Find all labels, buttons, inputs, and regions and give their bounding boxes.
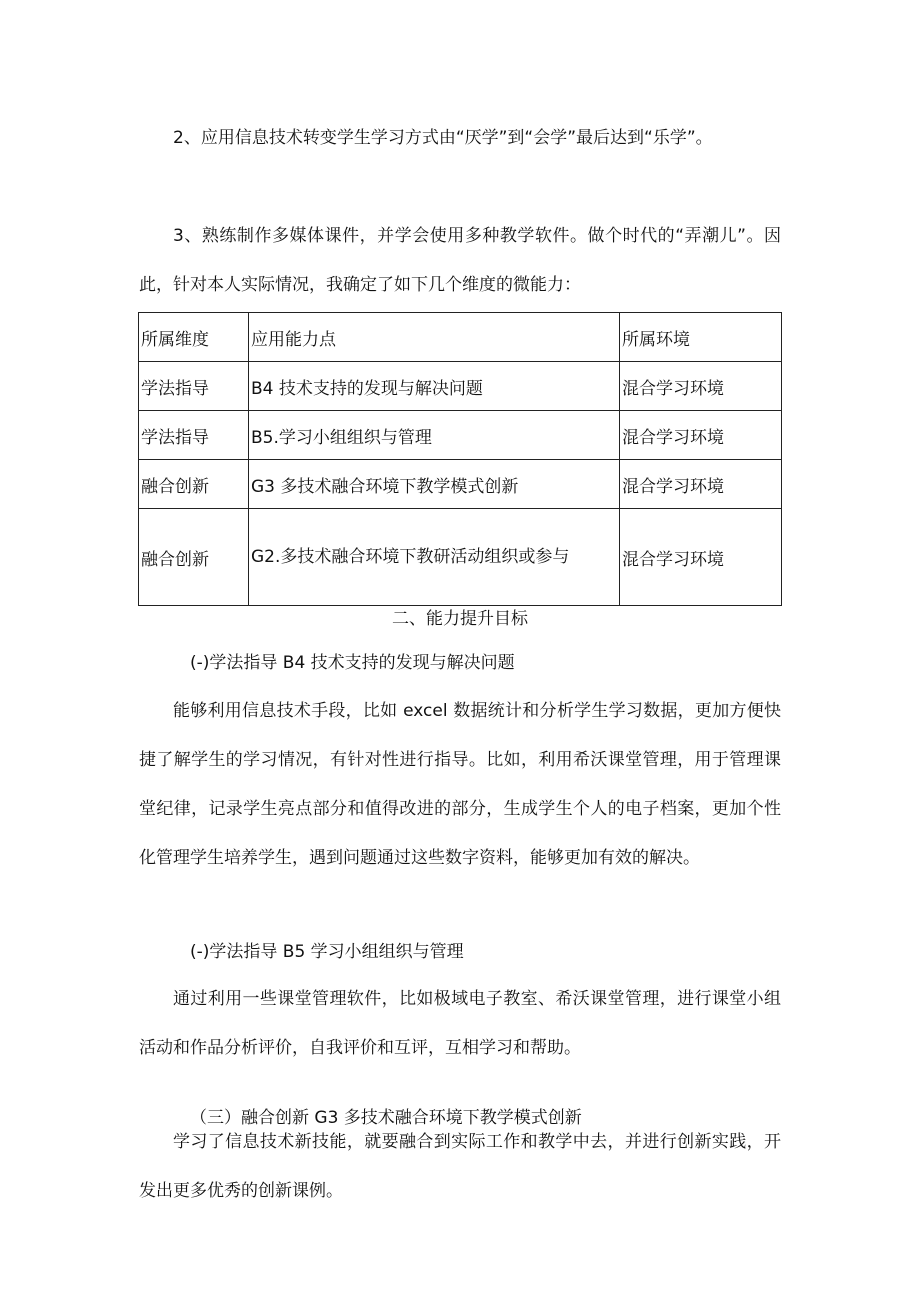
table-cell-dimension: 学法指导 <box>139 411 249 460</box>
section-title: 二、能力提升目标 <box>392 609 528 629</box>
intro-item-2: 2、应用信息技术转变学生学习方式由“厌学”到“会学”最后达到“乐学”。 <box>173 128 713 148</box>
table-header-row <box>139 313 782 362</box>
table-cell-ability: G2.多技术融合环境下教研活动组织或参与 <box>251 546 570 567</box>
table-cell-ability-wrapper <box>249 509 620 606</box>
subsection-body-2: 通过利用一些课堂管理软件，比如极域电子教室、希沃课堂管理，进行课堂小组活动和作品分析评价，自我评价和互评，互相学习和帮助。 <box>139 989 781 1058</box>
subsection-title-3: （三）融合创新 G3 多技术融合环境下教学模式创新 <box>190 1108 582 1128</box>
table-header-cell: 所属维度 <box>139 313 249 362</box>
table-cell-ability: G3 多技术融合环境下教学模式创新 <box>249 460 620 509</box>
table-cell-ability: B5.学习小组组织与管理 <box>249 411 620 460</box>
table-cell-environment: 混合学习环境 <box>620 362 782 411</box>
table-row <box>139 362 782 411</box>
table-cell-environment: 混合学习环境 <box>620 460 782 509</box>
table-row <box>139 411 782 460</box>
subsection-title-2: (-)学法指导 B5 学习小组组织与管理 <box>190 942 464 962</box>
table-row <box>139 509 782 606</box>
table-header-cell: 所属环境 <box>620 313 782 362</box>
table-cell-dimension: 学法指导 <box>139 362 249 411</box>
subsection-body-3: 学习了信息技术新技能，就要融合到实际工作和教学中去，并进行创新实践，开发出更多优秀的创新课例。 <box>139 1132 781 1201</box>
table-cell-dimension: 融合创新 <box>139 509 249 606</box>
subsection-title-1: (-)学法指导 B4 技术支持的发现与解决问题 <box>190 653 515 673</box>
table-cell-ability: B4 技术支持的发现与解决问题 <box>249 362 620 411</box>
table-cell-environment: 混合学习环境 <box>620 411 782 460</box>
table-header-cell: 应用能力点 <box>249 313 620 362</box>
table-cell-dimension: 融合创新 <box>139 460 249 509</box>
table-cell-environment: 混合学习环境 <box>620 509 782 606</box>
intro-item-3: 3、熟练制作多媒体课件，并学会使用多种教学软件。做个时代的“弄潮儿”。因此，针对本人实际情况，我确定了如下几个维度的微能力： <box>139 226 781 295</box>
table-row <box>139 460 782 509</box>
subsection-body-1: 能够利用信息技术手段，比如 excel 数据统计和分析学生学习数据，更加方便快捷了解学生的学习情况，有针对性进行指导。比如，利用希沃课堂管理，用于管理课堂纪律，记录学生亮点部分和值得改进的部分，生成学生个人的电子档案，更加个性化管理学生培养学生，遇到问题通过这些数字资料，能够更加有效的解决。 <box>139 701 781 868</box>
ability-table <box>138 312 782 606</box>
